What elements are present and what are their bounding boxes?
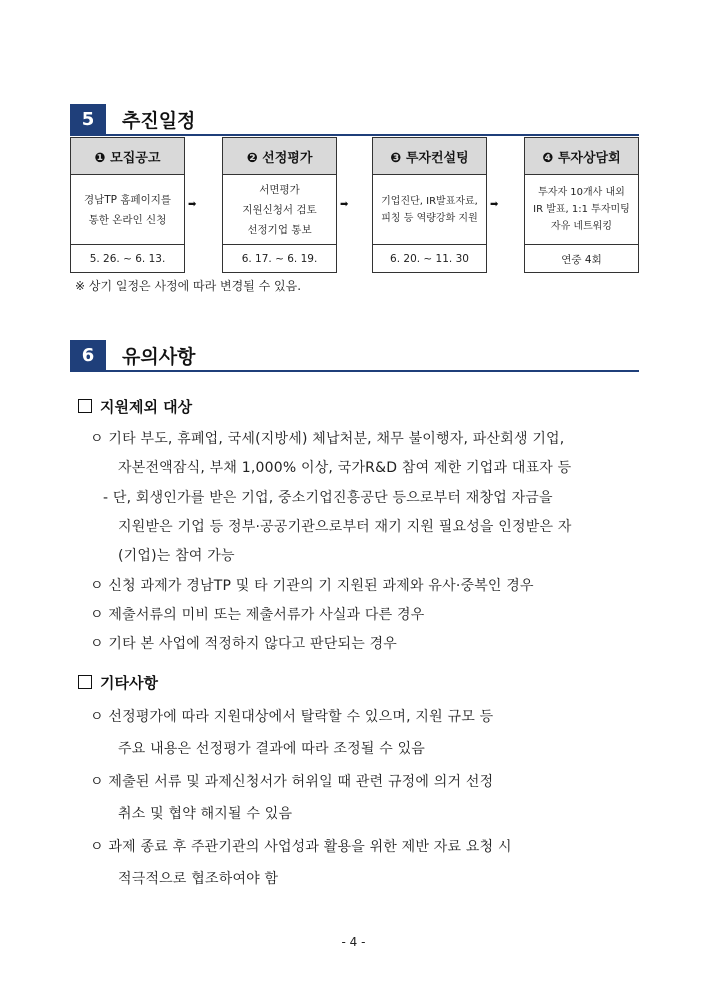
step-line: 지원신청서 검토 [242,203,317,216]
section-divider [70,134,639,136]
schedule-step-4 [524,137,639,273]
section-title: 추진일정 [122,110,196,132]
page-number: - 4 - [341,935,366,949]
checkbox-square-icon [78,675,92,689]
others-heading [78,672,158,693]
exclusion-item: ㅇ 기타 본 사업에 적정하지 않다고 판단되는 경우 [90,636,398,652]
schedule-step-1 [70,137,185,273]
others-heading-text: 기타사항 [100,674,158,692]
others-item: ㅇ 과제 종료 후 주관기관의 사업성과 활용을 위한 제반 자료 요청 시 [90,839,512,855]
exclusion-item-cont: 자본전액잠식, 부채 1,000% 이상, 국가R&D 참여 제한 기업과 대표자 등 [118,460,572,476]
exclusion-item: ㅇ 신청 과제가 경남TP 및 타 기관의 기 지원된 과제와 유사·중복인 경우 [90,578,534,594]
arrow-right-icon: ➡ [490,199,499,210]
section-title: 유의사항 [122,346,196,368]
exclusion-item: ㅇ 기타 부도, 휴폐업, 국세(지방세) 체납처분, 채무 불이행자, 파산회생 기업, [90,431,565,447]
step-line: 선정기업 통보 [247,223,312,236]
checkbox-square-icon [78,399,92,413]
step-line: 서면평가 [259,183,300,196]
section-divider [70,370,639,372]
step-date: 6. 17. ~ 6. 19. [241,253,318,265]
arrow-right-icon: ➡ [340,199,349,210]
step-line: 기업진단, IR발표자료, [381,195,478,207]
step-date: 연중 4회 [561,253,602,266]
step-date: 6. 20. ~ 11. 30 [390,253,469,265]
section-6-header [70,340,639,376]
step-title: ❹ 투자상담회 [525,138,638,175]
step-description [525,175,638,245]
exclusion-subitem: - 단, 회생인가를 받은 기업, 중소기업진흥공단 등으로부터 재창업 자금을 [103,490,553,506]
step-line: IR 발표, 1:1 투자미팅 [533,204,630,215]
step-line: 통한 온라인 신청 [88,213,167,226]
arrow-right-icon: ➡ [188,199,197,210]
schedule-note: ※ 상기 일정은 사정에 따라 변경될 수 있음. [75,279,302,293]
others-item-cont: 주요 내용은 선정평가 결과에 따라 조정될 수 있음 [118,741,426,757]
others-item-cont: 적극적으로 협조하여야 함 [118,871,279,887]
section-5-header [70,104,639,140]
exclusion-item: ㅇ 제출서류의 미비 또는 제출서류가 사실과 다른 경우 [90,607,425,623]
step-description [71,175,184,245]
step-line: 피칭 등 역량강화 지원 [381,212,478,224]
others-item-cont: 취소 및 협약 해지될 수 있음 [118,806,293,822]
step-line: 경남TP 홈페이지를 [83,193,172,206]
section-number-badge: 5 [70,104,106,134]
others-item: ㅇ 제출된 서류 및 과제신청서가 허위일 때 관련 규정에 의거 선정 [90,774,494,790]
step-line: 자유 네트워킹 [550,221,613,232]
step-title: ❷ 선정평가 [223,138,336,175]
step-description [223,175,336,245]
section-number-badge: 6 [70,340,106,370]
step-date: 5. 26. ~ 6. 13. [89,253,166,265]
exclusions-heading [78,396,192,417]
step-title: ❶ 모집공고 [71,138,184,175]
schedule-step-2 [222,137,337,273]
schedule-step-3 [372,137,487,273]
others-item: ㅇ 선정평가에 따라 지원대상에서 탈락할 수 있으며, 지원 규모 등 [90,709,494,725]
step-title: ❸ 투자컨설팅 [373,138,486,175]
exclusion-subitem-cont: 지원받은 기업 등 정부·공공기관으로부터 재기 지원 필요성을 인정받은 자 [118,519,572,535]
step-description [373,175,486,245]
exclusions-heading-text: 지원제외 대상 [100,398,193,416]
step-line: 투자자 10개사 내외 [538,187,625,198]
exclusion-subitem-cont: (기업)는 참여 가능 [118,548,235,564]
